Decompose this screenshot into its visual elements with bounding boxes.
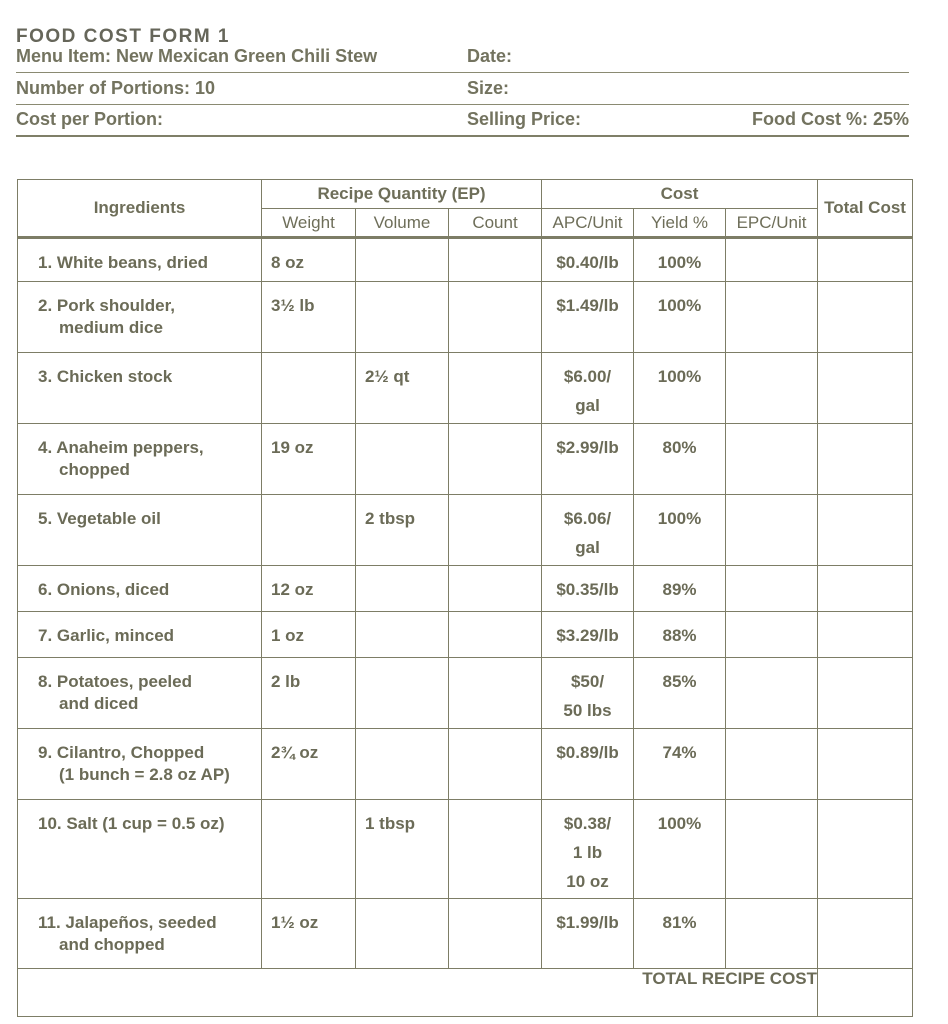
total-cost-cell	[818, 729, 913, 800]
ingredient-cell-line: 9. Cilantro, Chopped	[38, 743, 205, 762]
total-cost-cell	[818, 612, 913, 658]
yield-cell-text: 100%	[657, 296, 702, 315]
weight-cell-text	[262, 495, 355, 504]
yield-cell-text: 100%	[657, 367, 702, 386]
yield-cell-text: 100%	[657, 509, 702, 528]
volume-cell-text	[356, 424, 448, 433]
count-cell	[449, 282, 542, 353]
ingredient-cell	[18, 612, 262, 658]
weight-cell	[262, 495, 356, 566]
volume-cell-text: 1 tbsp	[365, 814, 416, 833]
weight-cell-text: 12 oz	[271, 580, 314, 599]
count-cell	[449, 612, 542, 658]
apc-cell-line: gal	[575, 396, 600, 415]
yield-cell	[634, 729, 726, 800]
volume-cell	[356, 238, 449, 282]
total-cost-cell-text	[818, 899, 912, 908]
ingredient-cell-line: 5. Vegetable oil	[38, 509, 161, 528]
count-cell-text	[449, 566, 541, 575]
ingredient-cell	[18, 282, 262, 353]
volume-cell-text	[356, 239, 448, 248]
volume-cell	[356, 424, 449, 495]
ingredient-cell-line: medium dice	[59, 318, 163, 337]
table-row	[18, 729, 913, 800]
epc-cell-text	[726, 658, 817, 667]
count-cell-text	[449, 729, 541, 738]
recipe-quantity-header: Recipe Quantity (EP)	[262, 180, 542, 209]
yield-cell	[634, 612, 726, 658]
ingredient-cell-line: 7. Garlic, minced	[38, 626, 175, 645]
apc-cell	[542, 282, 634, 353]
total-recipe-cost-label: TOTAL RECIPE COST	[18, 969, 818, 1017]
yield-cell-text: 85%	[662, 672, 697, 691]
header-row-menu-item	[16, 42, 909, 73]
volume-cell-text: 2 tbsp	[365, 509, 416, 528]
apc-cell-line: $50/	[570, 672, 605, 691]
epc-cell-text	[726, 899, 817, 908]
weight-cell-text	[262, 353, 355, 362]
volume-cell	[356, 282, 449, 353]
volume-header: Volume	[356, 209, 449, 238]
ingredient-cell	[18, 899, 262, 969]
yield-cell-text: 89%	[662, 580, 697, 599]
total-cost-cell	[818, 899, 913, 969]
apc-cell-line: $0.35/lb	[556, 580, 619, 599]
total-cost-cell-text	[818, 424, 912, 433]
ingredient-cell-line: 6. Onions, diced	[38, 580, 170, 599]
total-cost-cell-text	[818, 282, 912, 291]
apc-cell	[542, 612, 634, 658]
yield-cell	[634, 495, 726, 566]
total-cost-header: Total Cost	[818, 180, 913, 238]
volume-cell	[356, 899, 449, 969]
total-cost-cell	[818, 495, 913, 566]
weight-cell-text: 1½ oz	[271, 913, 319, 932]
count-cell	[449, 353, 542, 424]
total-cost-cell-text	[818, 566, 912, 575]
yield-cell	[634, 566, 726, 612]
count-cell	[449, 424, 542, 495]
ingredient-cell	[18, 729, 262, 800]
apc-cell	[542, 424, 634, 495]
volume-cell	[356, 612, 449, 658]
total-cost-cell-text	[818, 658, 912, 667]
apc-cell	[542, 566, 634, 612]
total-cost-cell	[818, 658, 913, 729]
weight-cell-text: 3½ lb	[271, 296, 315, 315]
count-cell	[449, 800, 542, 899]
volume-cell-text	[356, 282, 448, 291]
epc-cell	[726, 238, 818, 282]
apc-cell-line: $3.29/lb	[556, 626, 619, 645]
count-cell	[449, 238, 542, 282]
cost-per-portion-field: Cost per Portion:	[16, 109, 163, 129]
volume-cell	[356, 566, 449, 612]
ingredient-cell	[18, 800, 262, 899]
total-recipe-cost-value	[818, 969, 913, 1017]
volume-cell-text	[356, 729, 448, 738]
epc-cell-text	[726, 566, 817, 575]
epc-cell-text	[726, 282, 817, 291]
total-cost-cell	[818, 353, 913, 424]
table-row	[18, 424, 913, 495]
apc-cell	[542, 800, 634, 899]
epc-cell	[726, 729, 818, 800]
volume-cell-text	[356, 899, 448, 908]
count-header: Count	[449, 209, 542, 238]
ingredient-cell	[18, 238, 262, 282]
weight-cell	[262, 658, 356, 729]
apc-cell-line: 50 lbs	[563, 701, 612, 720]
count-cell	[449, 899, 542, 969]
weight-cell-text: 2 lb	[271, 672, 301, 691]
ingredient-cell-line: chopped	[59, 460, 130, 479]
header-row-portions	[16, 74, 909, 105]
yield-cell	[634, 800, 726, 899]
total-cost-cell-text	[818, 800, 912, 809]
volume-cell	[356, 800, 449, 899]
date-field: Date:	[467, 46, 513, 66]
volume-cell-text: 2½ qt	[365, 367, 410, 386]
apc-cell-line: gal	[575, 538, 600, 557]
count-cell-text	[449, 282, 541, 291]
table-row	[18, 800, 913, 899]
total-cost-cell	[818, 238, 913, 282]
volume-cell	[356, 353, 449, 424]
count-cell-text	[449, 424, 541, 433]
volume-cell-text	[356, 566, 448, 575]
epc-cell	[726, 424, 818, 495]
apc-cell-line: 10 oz	[566, 872, 609, 891]
epc-cell-text	[726, 353, 817, 362]
total-cost-cell-text	[818, 729, 912, 738]
header-row-cost	[16, 105, 909, 137]
apc-cell-line: $0.38/	[563, 814, 612, 833]
weight-cell	[262, 612, 356, 658]
weight-cell-text: 8 oz	[271, 253, 305, 272]
apc-cell-line: $2.99/lb	[556, 438, 619, 457]
weight-cell	[262, 353, 356, 424]
yield-cell	[634, 238, 726, 282]
count-cell-text	[449, 658, 541, 667]
count-cell	[449, 729, 542, 800]
weight-cell	[262, 800, 356, 899]
apc-cell	[542, 899, 634, 969]
epc-cell	[726, 899, 818, 969]
table-row	[18, 612, 913, 658]
volume-cell	[356, 658, 449, 729]
yield-cell	[634, 282, 726, 353]
epc-cell	[726, 566, 818, 612]
table-row	[18, 658, 913, 729]
ingredients-header: Ingredients	[18, 180, 262, 238]
epc-cell	[726, 282, 818, 353]
epc-cell	[726, 800, 818, 899]
apc-cell	[542, 353, 634, 424]
food-cost-percent-field: Food Cost %: 25%	[751, 109, 909, 129]
total-cost-cell	[818, 800, 913, 899]
yield-cell-text: 88%	[662, 626, 697, 645]
yield-percent-header: Yield %	[634, 209, 726, 238]
ingredient-cell	[18, 353, 262, 424]
apc-cell	[542, 495, 634, 566]
food-cost-table	[17, 179, 913, 1017]
apc-unit-header: APC/Unit	[542, 209, 634, 238]
count-cell-text	[449, 612, 541, 621]
epc-cell-text	[726, 239, 817, 248]
yield-cell-text: 74%	[662, 743, 697, 762]
yield-cell-text: 81%	[662, 913, 697, 932]
ingredient-cell	[18, 658, 262, 729]
weight-cell	[262, 238, 356, 282]
ingredient-cell	[18, 424, 262, 495]
ingredient-cell-line: and diced	[59, 694, 139, 713]
ingredient-cell-line: 2. Pork shoulder,	[38, 296, 175, 315]
total-cost-cell-text	[818, 495, 912, 504]
ingredient-cell-line: 8. Potatoes, peeled	[38, 672, 192, 691]
ingredient-cell-line: 4. Anaheim peppers,	[38, 438, 204, 457]
total-cost-cell-text	[818, 353, 912, 362]
ingredient-cell-line: (1 bunch = 2.8 oz AP)	[59, 765, 230, 784]
epc-cell-text	[726, 495, 817, 504]
epc-unit-header: EPC/Unit	[726, 209, 818, 238]
table-row	[18, 899, 913, 969]
apc-cell-line: $1.99/lb	[556, 913, 619, 932]
count-cell-text	[449, 239, 541, 248]
yield-cell	[634, 424, 726, 495]
volume-cell-text	[356, 658, 448, 667]
epc-cell-text	[726, 800, 817, 809]
ingredient-cell-line: 3. Chicken stock	[38, 367, 173, 386]
table-row	[18, 353, 913, 424]
weight-header: Weight	[262, 209, 356, 238]
cost-header: Cost	[542, 180, 818, 209]
apc-cell-line: 1 lb	[572, 843, 603, 862]
count-cell-text	[449, 899, 541, 908]
volume-cell	[356, 729, 449, 800]
apc-cell-line: $6.06/	[563, 509, 612, 528]
total-cost-cell-text	[818, 239, 912, 248]
apc-cell	[542, 658, 634, 729]
epc-cell	[726, 353, 818, 424]
epc-cell	[726, 658, 818, 729]
menu-item-field: Menu Item: New Mexican Green Chili Stew	[16, 46, 378, 66]
volume-cell-text	[356, 612, 448, 621]
ingredient-cell	[18, 566, 262, 612]
weight-cell	[262, 282, 356, 353]
table-row	[18, 282, 913, 353]
count-cell	[449, 566, 542, 612]
selling-price-field: Selling Price:	[467, 109, 582, 129]
weight-cell	[262, 566, 356, 612]
count-cell-text	[449, 495, 541, 504]
count-cell-text	[449, 800, 541, 809]
epc-cell	[726, 612, 818, 658]
count-cell	[449, 658, 542, 729]
total-cost-cell	[818, 424, 913, 495]
total-cost-cell	[818, 566, 913, 612]
volume-cell	[356, 495, 449, 566]
yield-cell	[634, 658, 726, 729]
ingredient-cell-line: 1. White beans, dried	[38, 253, 209, 272]
apc-cell	[542, 729, 634, 800]
form-title: FOOD COST FORM 1	[16, 26, 230, 47]
ingredient-cell-line: 10. Salt (1 cup = 0.5 oz)	[38, 814, 225, 833]
total-cost-cell	[818, 282, 913, 353]
apc-cell	[542, 238, 634, 282]
ingredient-cell	[18, 495, 262, 566]
epc-cell-text	[726, 729, 817, 738]
table-row	[18, 566, 913, 612]
weight-cell	[262, 424, 356, 495]
epc-cell-text	[726, 612, 817, 621]
yield-cell-text: 100%	[657, 814, 702, 833]
table-row	[18, 495, 913, 566]
size-field: Size:	[467, 78, 510, 98]
ingredient-rows	[18, 238, 913, 969]
apc-cell-line: $0.89/lb	[556, 743, 619, 762]
weight-cell	[262, 729, 356, 800]
portions-field: Number of Portions: 10	[16, 78, 216, 98]
ingredient-cell-line: 11. Jalapeños, seeded	[38, 913, 217, 932]
weight-cell-text: 2¾ oz	[271, 743, 319, 762]
apc-cell-line: $0.40/lb	[556, 253, 619, 272]
apc-cell-line: $6.00/	[563, 367, 612, 386]
weight-cell	[262, 899, 356, 969]
apc-cell-line: $1.49/lb	[556, 296, 619, 315]
weight-cell-text: 19 oz	[271, 438, 314, 457]
count-cell	[449, 495, 542, 566]
yield-cell	[634, 899, 726, 969]
weight-cell-text: 1 oz	[271, 626, 305, 645]
yield-cell-text: 100%	[657, 253, 702, 272]
weight-cell-text	[262, 800, 355, 809]
yield-cell-text: 80%	[662, 438, 697, 457]
total-cost-cell-text	[818, 612, 912, 621]
epc-cell-text	[726, 424, 817, 433]
ingredient-cell-line: and chopped	[59, 935, 165, 954]
epc-cell	[726, 495, 818, 566]
table-row	[18, 238, 913, 282]
yield-cell	[634, 353, 726, 424]
count-cell-text	[449, 353, 541, 362]
